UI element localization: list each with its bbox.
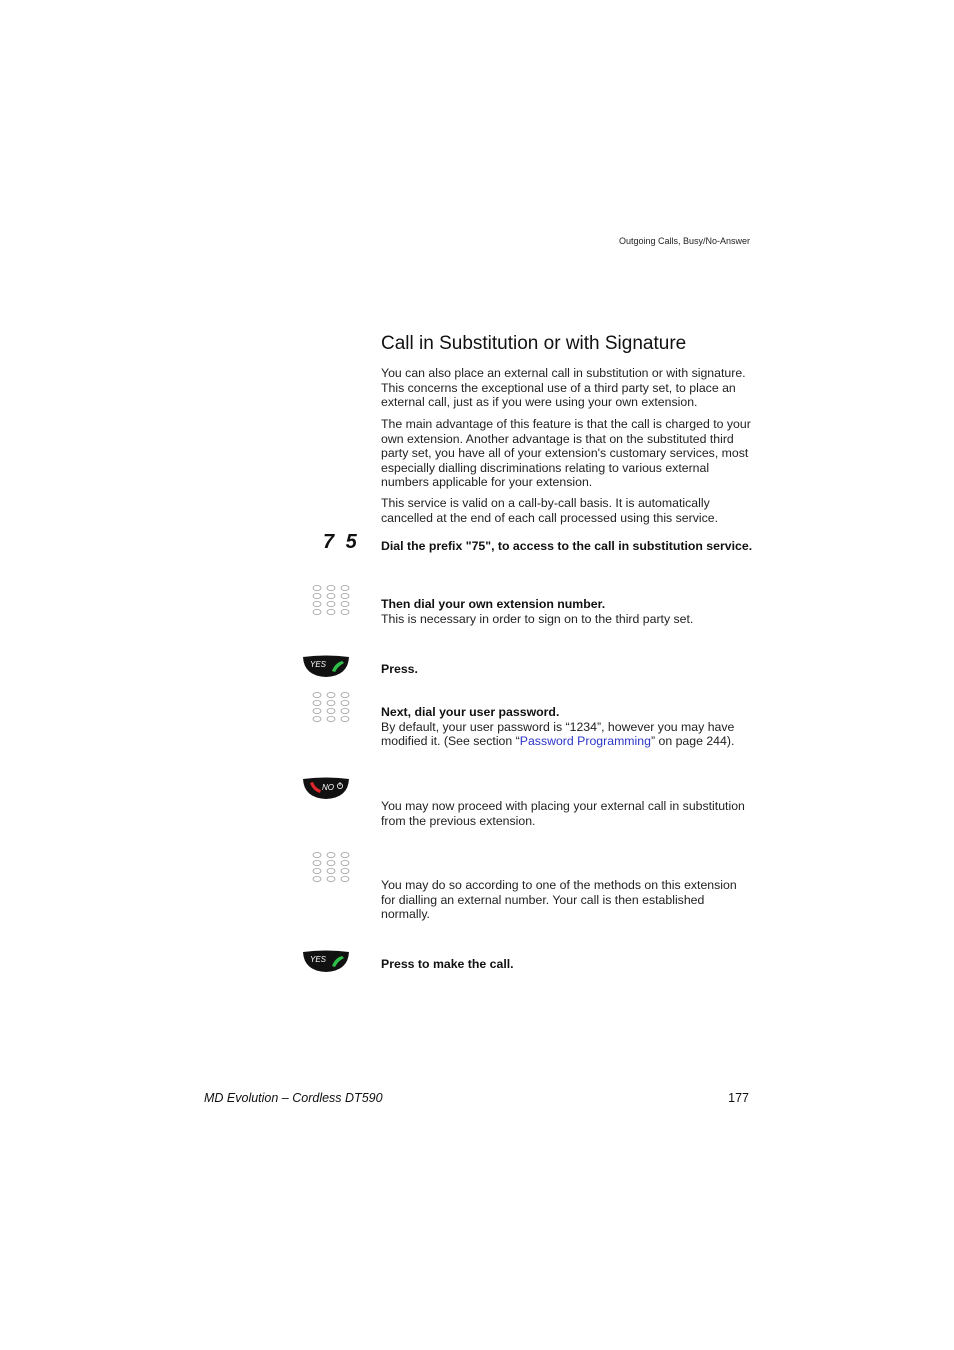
keypad-icon	[309, 851, 353, 883]
step-dial-external-text: You may do so according to one of the methods on this extension for dialling an external number. Your call is then established normally.	[381, 878, 737, 922]
step-password-text-before: By default, your user password is “1234”, however you may have modified it. (See section “	[381, 719, 735, 749]
step-make-call-label: Press to make the call.	[381, 957, 514, 971]
step-dial-prefix-label: Dial the prefix "75", to access to the call in substitution service.	[381, 539, 753, 553]
page-number: 177	[728, 1091, 749, 1105]
step-press	[381, 662, 753, 677]
step-make-call	[381, 957, 753, 972]
no-key-label: NO	[322, 783, 334, 792]
step-proceed-text: You may now proceed with placing your external call in substitution from the previous extension.	[381, 799, 745, 828]
running-header: Outgoing Calls, Busy/No-Answer	[618, 236, 750, 246]
step-proceed	[381, 799, 753, 828]
yes-key-icon	[302, 950, 350, 973]
step-dial-prefix	[381, 539, 753, 554]
step-dial-extension-text: This is necessary in order to sign on to the third party set.	[381, 611, 694, 626]
intro-paragraph-3: This service is valid on a call-by-call basis. It is automatically cancelled at the end of each call processed using this service.	[381, 496, 718, 525]
yes-key-icon	[302, 655, 350, 678]
step-dial-password-label: Next, dial your user password.	[381, 705, 560, 719]
step-dial-extension	[381, 597, 753, 626]
prefix-75-icon: 7 5	[323, 531, 360, 553]
step-dial-external	[381, 878, 753, 922]
keypad-icon	[309, 691, 353, 723]
step-press-label: Press.	[381, 662, 418, 676]
yes-key-label: YES	[310, 660, 327, 669]
intro-paragraph-1: You can also place an external call in substitution or with signature. This concerns the exceptional use of a third party set, to place an external call, just as if you were using your own extension.	[381, 366, 746, 410]
step-dial-password	[381, 705, 753, 749]
yes-key-label: YES	[310, 955, 327, 964]
footer-doc-title: MD Evolution – Cordless DT590	[204, 1091, 383, 1105]
keypad-icon	[309, 584, 353, 616]
intro-paragraph-2: The main advantage of this feature is that the call is charged to your own extension. Another advantage is that on the substituted third party set, you have all of your extension's customary services, most especially dialling discriminations relating to various external numbers applicable for your extension.	[381, 417, 751, 490]
password-programming-link[interactable]: Password Programming	[519, 734, 651, 749]
no-key-icon	[302, 777, 350, 800]
section-title: Call in Substitution or with Signature	[381, 333, 687, 354]
step-password-text-after: ” on page 244).	[650, 734, 735, 749]
step-dial-extension-label: Then dial your own extension number.	[381, 597, 606, 611]
